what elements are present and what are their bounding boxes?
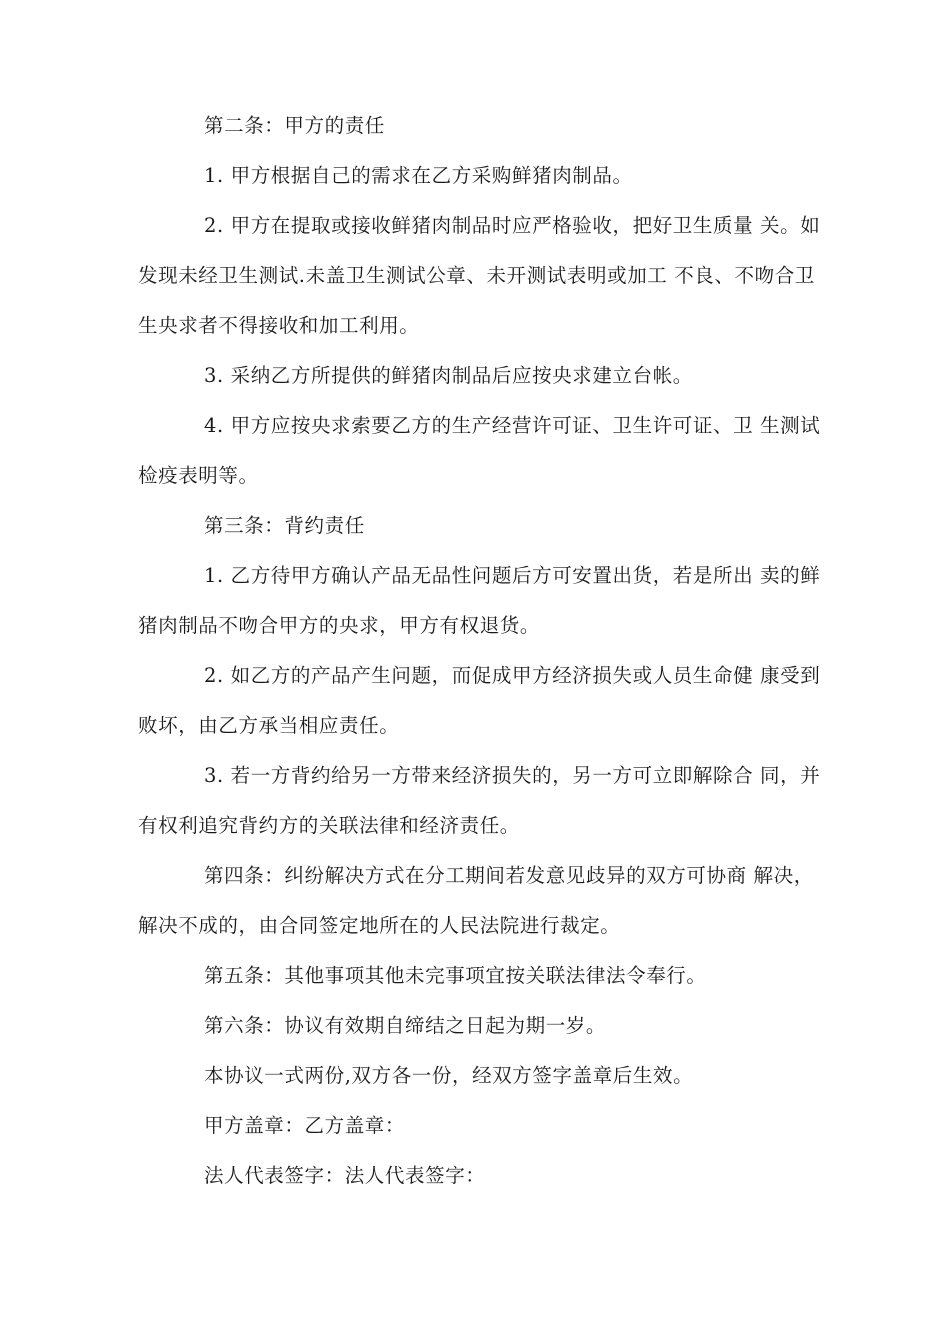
paragraph-line: 4. 甲方应按央求索要乙方的生产经营许可证、卫生许可证、卫 生测试 <box>204 414 821 437</box>
paragraph-line: 生央求者不得接收和加工利用。 <box>138 314 420 337</box>
seal-line <box>138 1101 828 1151</box>
article2-heading <box>138 101 828 151</box>
paragraph-line: 第五条：其他事项其他未完事项宜按关联法律法令奉行。 <box>204 964 707 987</box>
article2-item4 <box>138 401 828 501</box>
article2-item1 <box>138 151 828 201</box>
paragraph-line: 3. 若一方背约给另一方带来经济损失的，另一方可立即解除合 同，并 <box>204 764 821 787</box>
paragraph-line: 解决不成的，由合同签定地所在的人民法院进行裁定。 <box>138 914 621 937</box>
paragraph-line: 检疫表明等。 <box>138 464 259 487</box>
paragraph-line: 猪肉制品不吻合甲方的央求，甲方有权退货。 <box>138 614 541 637</box>
paragraph-line: 本协议一式两份,双方各一份，经双方签字盖章后生效。 <box>204 1064 694 1087</box>
article2-item2 <box>138 201 828 351</box>
paragraph-line: 第四条：纠纷解决方式在分工期间若发意见歧异的双方可协商 解决， <box>204 864 814 887</box>
paragraph-line: 1. 甲方根据自己的需求在乙方采购鲜猪肉制品。 <box>204 164 633 187</box>
paragraph-line: 2. 甲方在提取或接收鲜猪肉制品时应严格验收，把好卫生质量 关。如 <box>204 214 821 237</box>
paragraph-line: 2. 如乙方的产品产生问题，而促成甲方经济损失或人员生命健 康受到 <box>204 664 821 687</box>
paragraph-line: 甲方盖章：乙方盖章： <box>204 1114 406 1137</box>
paragraph-line: 1. 乙方待甲方确认产品无品性问题后方可安置出货，若是所出 卖的鲜 <box>204 564 821 587</box>
paragraph-line: 3. 采纳乙方所提供的鲜猪肉制品后应按央求建立台帐。 <box>204 364 693 387</box>
article3-item1 <box>138 551 828 651</box>
signature-line <box>138 1151 828 1201</box>
paragraph-line: 法人代表签字：法人代表签字： <box>204 1164 486 1187</box>
article3-heading <box>138 501 828 551</box>
paragraph-line: 第六条：协议有效期自缔结之日起为期一岁。 <box>204 1014 607 1037</box>
article3-item2 <box>138 651 828 751</box>
paragraph-line: 有权利追究背约方的关联法律和经济责任。 <box>138 814 520 837</box>
paragraph-line: 第二条：甲方的责任 <box>204 114 385 137</box>
article4 <box>138 851 828 951</box>
paragraph-line: 第三条：背约责任 <box>204 514 365 537</box>
article3-item3 <box>138 751 828 851</box>
article2-item3 <box>138 351 828 401</box>
copies-clause <box>138 1051 828 1101</box>
article6 <box>138 1001 828 1051</box>
paragraph-line: 发现未经卫生测试.未盖卫生测试公章、未开测试表明或加工 不良、不吻合卫 <box>138 264 815 287</box>
paragraph-line: 败坏，由乙方承当相应责任。 <box>138 714 400 737</box>
article5 <box>138 951 828 1001</box>
